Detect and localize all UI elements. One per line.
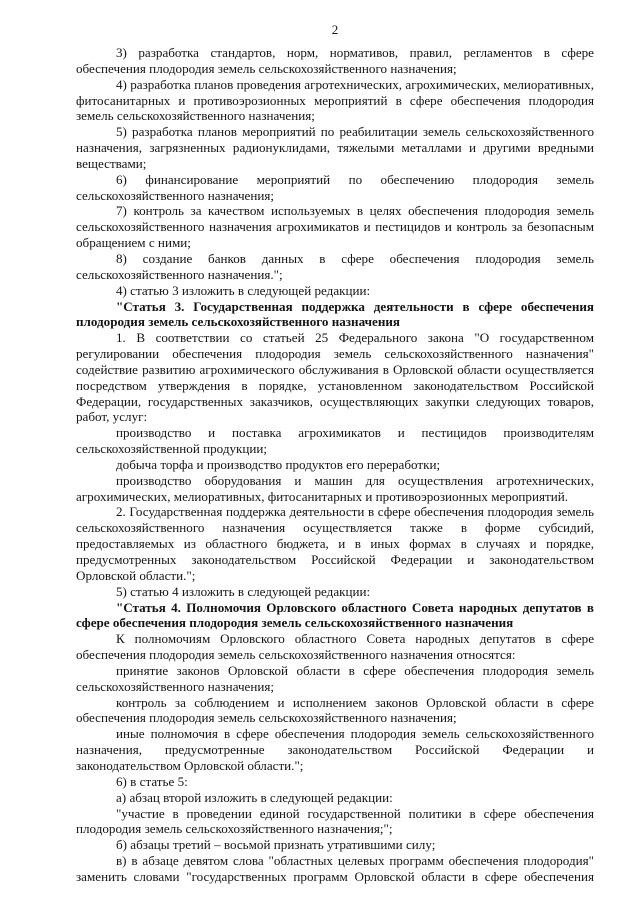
article-4-list-item-3: иные полномочия в сфере обеспечения плодородия земель сельскохозяйственного назначения, предусмотренные законодательством Российской Федерации и законодательством Орловской области."; (76, 726, 594, 773)
paragraph-item-3: 3) разработка стандартов, норм, нормативов, правил, регламентов в сфере обеспечения плодородия земель сельскохозяйственного назначения; (76, 45, 594, 76)
article-3-list-item-1: производство и поставка агрохимикатов и пестицидов производителям сельскохозяйственной продукции; (76, 425, 594, 457)
article-4-list-item-2: контроль за соблюдением и исполнением законов Орловской области в сфере обеспечения плодородия земель сельскохозяйственного назначения; (76, 694, 594, 726)
article-4-intro: К полномочиям Орловского областного Совета народных депутатов в сфере обеспечения плодородия земель сельскохозяйственного назначения относятся: (76, 631, 594, 663)
page-number: 2 (331, 22, 339, 37)
paragraph-item-4: 4) разработка планов проведения агротехнических, агрохимических, мелиоративных, фитосанитарных и противоэрозионных мероприятий в сфере обеспечения плодородия земель сельскохозяйственного назначения; (76, 76, 594, 124)
amendment-5-a-text: "участие в проведении единой государственной политики в сфере обеспечения плодородия земель сельскохозяйственного назначения;"; (76, 805, 594, 837)
article-4-list-item-1: принятие законов Орловской области в сфере обеспечения плодородия земель сельскохозяйственного назначения; (76, 662, 594, 694)
article-3-part-2: 2. Государственная поддержка деятельности в сфере обеспечения плодородия земель сельскохозяйственного назначения осуществляется также в форме субсидий, предоставляемых из областного бюджета, и в иных формах в случаях и порядке, предусмотренных законодательством Российской Федерации и законодательством Орловской области."; (76, 504, 594, 583)
amendment-5-c: в) в абзаце девятом слова "областных целевых программ обеспечения плодородия" заменить словами "государственных программ Орловской области в сфере обеспечения (76, 853, 594, 884)
amendment-5-a: а) абзац второй изложить в следующей редакции: (116, 789, 393, 805)
amendment-article-3-intro: 4) статью 3 изложить в следующей редакции: (116, 282, 371, 298)
article-3-heading: "Статья 3. Государственная поддержка деятельности в сфере обеспечения плодородия земель сельскохозяйственного назначения (76, 298, 594, 330)
paragraph-item-8: 8) создание банков данных в сфере обеспечения плодородия земель сельскохозяйственного назначения."; (76, 250, 594, 282)
article-3-list-item-3: производство оборудования и машин для осуществления агротехнических, агрохимических, мелиоративных, фитосанитарных и противоэрозионных мероприятий. (76, 472, 594, 504)
paragraph-item-7: 7) контроль за качеством используемых в целях обеспечения плодородия земель сельскохозяйственного назначения агрохимикатов и пестицидов и контроль за безопасным обращением с ними; (76, 203, 594, 251)
amendment-5-b: б) абзацы третий – восьмой признать утратившими силу; (116, 837, 436, 853)
amendment-article-5-intro: 6) в статье 5: (116, 773, 188, 789)
amendment-article-4-intro: 5) статью 4 изложить в следующей редакции: (116, 583, 371, 599)
paragraph-item-5: 5) разработка планов мероприятий по реабилитации земель сельскохозяйственного назначения, загрязненных радионуклидами, тяжелыми металлами и другими вредными веществами; (76, 124, 594, 171)
article-3-list-item-2: добыча торфа и производство продуктов его переработки; (116, 456, 441, 472)
article-3-part-1: 1. В соответствии со статьей 25 Федерального закона "О государственном регулировании обеспечения плодородия земель сельскохозяйственного назначения" содействие развитию агрохимического обслуживания в Орловской области осуществляется посредством утверждения в порядке, установленном законодательством Российской Федерации, государственных заказчиков, осуществляющих закупки следующих товаров, работ, услуг: (76, 330, 594, 425)
article-4-heading: "Статья 4. Полномочия Орловского областного Совета народных депутатов в сфере обеспечения плодородия земель сельскохозяйственного назначения (76, 599, 594, 631)
paragraph-item-6: 6) финансирование мероприятий по обеспечению плодородия земель сельскохозяйственного назначения; (76, 171, 594, 203)
